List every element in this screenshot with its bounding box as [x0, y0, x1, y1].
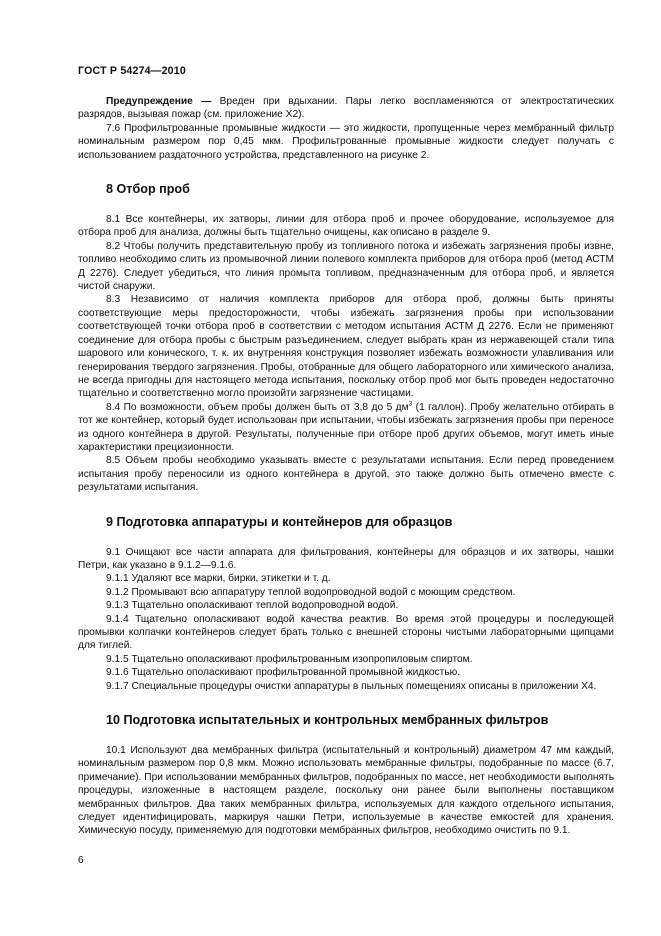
paragraph-9-1-2: 9.1.2 Промывают всю аппаратуру теплой водопроводной водой с моющим средством.: [106, 586, 516, 598]
document-body: [78, 95, 614, 838]
document-code-header: ГОСТ Р 54274—2010: [78, 65, 186, 77]
paragraph-8-4: [78, 401, 614, 455]
paragraph-9-1-4: 9.1.4 Тщательно ополаскивают водой качества реактив. Во время этой процедуры и последующей промывки колпачки контейнеров следует брать только с внешней стороны чистыми лабораторными щипцами для тиглей.: [78, 613, 614, 652]
paragraph-8-1: 8.1 Все контейнеры, их затворы, линии для отбора проб и прочее оборудование, используемое для отбора проб для анализа, должны быть тщательно очищены, как описано в разделе 9.: [78, 214, 614, 239]
paragraph-8-4-start: 8.4 По возможности, объем пробы должен быть от 3,8 до 5 дм: [106, 401, 409, 413]
cubic-superscript: 3: [408, 400, 413, 408]
paragraph-9-1: 9.1 Очищают все части аппарата для фильтрования, контейнеры для образцов и их затворы, чашки Петри, как указано в 9.1.2—9.1.6.: [78, 546, 614, 571]
paragraph-8-5: 8.5 Объем пробы необходимо указывать вместе с результатами испытания. Если перед проведением испытания пробу переносили из одного контейнера в другой, это также должно быть отмечено вместе с результатами испытания.: [78, 455, 614, 494]
paragraph-9-1-7: 9.1.7 Специальные процедуры очистки аппаратуры в пыльных помещениях описаны в приложении Х4.: [106, 680, 597, 692]
paragraph-10-1: 10.1 Используют два мембранных фильтра (испытательный и контрольный) диаметром 47 мм каждый, номинальным размером пор 0,8 мкм. Можно использовать мембранные фильтры, подобранные по массе (6.7, примечание). При использовании мембранных фильтров, подобранных по массе, нет необходимости выполнять процедуры, изложенные в настоящем разделе, поскольку они ранее были выполнены поставщиком мембранных фильтров. Два таких мембранных фильтра, используемых для каждого отдельного испытания, следует идентифицировать, маркируя чашки Петри, используемые в качестве емкостей для хранения. Химическую посуду, применяемую для подготовки мембранных фильтров, необходимо очистить по 9.1.: [78, 745, 614, 837]
section-8-heading: 8 Отбор проб: [106, 182, 190, 197]
warning-paragraph: [78, 95, 614, 122]
paragraph-9-1-3: 9.1.3 Тщательно ополаскивают теплой водопроводной водой.: [106, 600, 399, 612]
warning-text: Вреден при вдыхании. Пары легко воспламеняются от электростатических разрядов, вызывая пожар (см. приложение Х2).: [78, 96, 614, 121]
paragraph-9-1-6: 9.1.6 Тщательно ополаскивают профильтрованной промывной жидкостью.: [106, 667, 461, 679]
section-9-heading: 9 Подготовка аппаратуры и контейнеров для образцов: [106, 514, 453, 529]
paragraph-8-4-end: (1 галлон). Пробу желательно отбирать в тот же контейнер, который будет использован при испытании, чтобы избежать загрязнения пробы при переносе из одного контейнера в другой. Результаты, полученные при отборе проб других объемов, могут иметь иные характеристики прецизионности.: [78, 401, 615, 453]
paragraph-7-6: 7.6 Профильтрованные промывные жидкости — это жидкости, пропущенные через мембранный фильтр номинальным размером пор 0,45 мкм. Профильтрованные промывные жидкости следует получать с использованием раздаточного устройства, представленного на рисунке 2.: [78, 122, 614, 161]
section-10-heading: 10 Подготовка испытательных и контрольных мембранных фильтров: [106, 713, 549, 728]
paragraph-9-1-5: 9.1.5 Тщательно ополаскивают профильтрованным изопропиловым спиртом.: [106, 653, 473, 665]
paragraph-8-2: 8.2 Чтобы получить представительную пробу из топливного потока и избежать загрязнения пробы извне, топливо необходимо слить из промывочной линии полевого комплекта приборов для отбора проб (метод АСТМ Д 2276). Следует убедиться, что линия промыта топливом, предназначенным для отбора проб, и является чистой снаружи.: [78, 240, 614, 293]
warning-label: Предупреждение —: [106, 96, 212, 107]
page-number: 6: [78, 855, 84, 866]
paragraph-9-1-1: 9.1.1 Удаляют все марки, бирки, этикетки и т. д.: [106, 573, 331, 585]
paragraph-8-3: 8.3 Независимо от наличия комплекта приборов для отбора проб, должны быть приняты соответствующие меры предосторожности, чтобы избежать загрязнения пробы при использовании соответствующей точки отбора проб в соответствии с методом испытания АСТМ Д 2276. Если не применяют соединение для отбора пробы с быстрым разъединением, следует выбрать кран из нержавеющей стали типа шарового или конического, т. к. их внутренняя конструкция позволяет избежать возможности улавливания или генерирования твердого загрязнения. Пробы, отобранные для общего лабораторного или химического анализа, не всегда пригодны для настоящего метода испытания, поскольку отбор проб мог быть проведен недостаточно тщательно и соответственно могло произойти загрязнение частицами.: [78, 294, 614, 400]
